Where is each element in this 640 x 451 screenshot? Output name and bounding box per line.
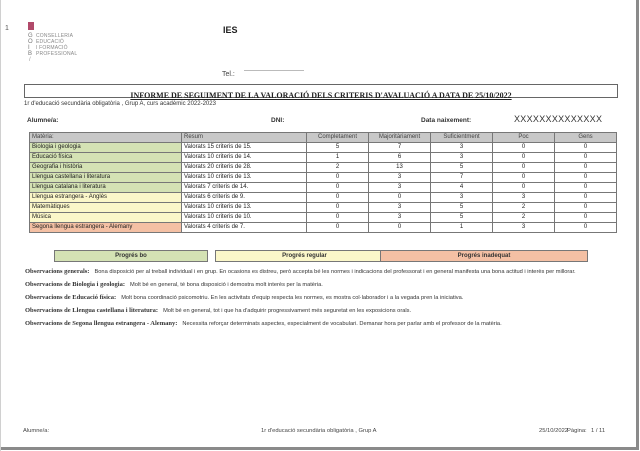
subject-cell: Llengua castellana i literatura [30,173,182,183]
mostly-cell: 3 [369,173,431,183]
completely-cell: 2 [307,163,369,173]
mostly-cell: 6 [369,153,431,163]
header-mostly: Majoritàriament [369,133,431,143]
page-edge [0,0,1,451]
mostly-cell: 3 [369,203,431,213]
header-subject: Matèria: [30,133,182,143]
course-info: 1r d'educació secundària obligatòria , Grup A, curs acadèmic 2022-2023 [24,101,216,107]
summary-cell: Valorats 6 criteris de 9. [182,193,307,203]
none-cell: 0 [555,193,617,203]
legend-good-progress: Progrés bo [54,250,208,262]
subject-cell: Geografia i història [30,163,182,173]
report-title-box [24,84,618,98]
footer-page-label: Pàgina: [567,428,587,434]
table-row [30,153,617,163]
sufficiently-cell: 5 [431,163,493,173]
report-title: INFORME DE SEGUIMENT DE LA VALORACIÓ DELS CRITERIS D'AVALUACIÓ A DATA DE 25/10/2022 [130,91,512,100]
summary-cell: Valorats 20 criteris de 28. [182,163,307,173]
summary-cell: Valorats 4 criteris de 7. [182,223,307,233]
mostly-cell: 3 [369,183,431,193]
completely-cell: 1 [307,153,369,163]
observation-biology: Observacions de Biologia i geologia: Molt bé en general, té bona disposició i demostra molt interès per la matèria. [25,281,323,288]
observation-german: Observacions de Segona llengua estrangera - Alemany: Necessita reforçar determinats aspectes, especialment de vocabulari. Demanar hora per parlar amb el professor de la matèria. [25,320,502,327]
table-row [30,143,617,153]
completely-cell: 0 [307,193,369,203]
little-cell: 0 [493,153,555,163]
none-cell: 0 [555,153,617,163]
observation-general: Observacions generals: Bona disposició per al treball individual i en grup. En ocasions es distreu, però accepta bé les normes i indicacions del professorat i en general manifesta una bona actitud i interès per millorar. [25,268,576,275]
sufficiently-cell: 1 [431,223,493,233]
sufficiently-cell: 5 [431,203,493,213]
logo-emblem-icon [28,22,34,30]
header-summary: Resum [182,133,307,143]
table-row [30,203,617,213]
birth-date-label: Data naixement: [421,117,472,124]
subject-cell: Biologia i geologia [30,143,182,153]
table-row [30,173,617,183]
legend-inadequate-progress: Progrés inadequat [380,250,588,262]
subject-cell: Llengua catalana i literatura [30,183,182,193]
mostly-cell: 0 [369,223,431,233]
completely-cell: 0 [307,173,369,183]
dni-label: DNI: [271,117,285,124]
summary-cell: Valorats 15 criteris de 15. [182,143,307,153]
page-marker: 1 [5,25,9,32]
little-cell: 0 [493,173,555,183]
sufficiently-cell: 3 [431,143,493,153]
footer-page-number: 1 / 11 [591,428,606,434]
sufficiently-cell: 7 [431,173,493,183]
subject-cell: Llengua estrangera - Anglès [30,193,182,203]
mostly-cell: 13 [369,163,431,173]
subject-cell: Matemàtiques [30,203,182,213]
tel-underline [244,70,304,71]
none-cell: 0 [555,163,617,173]
table-row [30,183,617,193]
none-cell: 0 [555,213,617,223]
sufficiently-cell: 3 [431,153,493,163]
none-cell: 0 [555,143,617,153]
completely-cell: 0 [307,203,369,213]
header-sufficiently: Suficientment [431,133,493,143]
summary-cell: Valorats 10 criteris de 13. [182,203,307,213]
table-row [30,213,617,223]
header-completely: Completament [307,133,369,143]
table-row [30,193,617,203]
none-cell: 0 [555,183,617,193]
completely-cell: 0 [307,183,369,193]
footer-date: 25/10/2022 [539,428,569,434]
mostly-cell: 3 [369,213,431,223]
little-cell: 2 [493,213,555,223]
table-row [30,163,617,173]
none-cell: 0 [555,173,617,183]
sufficiently-cell: 5 [431,213,493,223]
criteria-table [29,132,617,233]
school-name: IES [223,25,238,35]
summary-cell: Valorats 10 criteris de 13. [182,173,307,183]
legend-regular-progress: Progrés regular [215,250,394,262]
little-cell: 2 [493,203,555,213]
table-header-row [30,133,617,143]
sufficiently-cell: 3 [431,193,493,203]
student-name-label: Alumne/a: [27,117,59,124]
mostly-cell: 0 [369,193,431,203]
subject-cell: Educació física [30,153,182,163]
subject-cell: Música [30,213,182,223]
summary-cell: Valorats 10 criteris de 10. [182,213,307,223]
summary-cell: Valorats 10 criteris de 14. [182,153,307,163]
observation-spanish: Observacions de Llengua castellana i literatura: Molt bé en general, tot i que ha d'adquirir progressivament més seguretat en les exposicions orals. [25,307,412,314]
completely-cell: 0 [307,223,369,233]
little-cell: 0 [493,183,555,193]
little-cell: 3 [493,193,555,203]
completely-cell: 0 [307,213,369,223]
none-cell: 0 [555,223,617,233]
subject-cell: Segona llengua estrangera - Alemany [30,223,182,233]
none-cell: 0 [555,203,617,213]
govern-logo: G CONSELLERIA O EDUCACIÓ I I FORMACIÓ B PROFESSIONAL / [28,22,108,63]
little-cell: 3 [493,223,555,233]
table-row [30,223,617,233]
sufficiently-cell: 4 [431,183,493,193]
mostly-cell: 7 [369,143,431,153]
header-little: Poc [493,133,555,143]
observation-physical-education: Observacions de Educació física: Molt bona coordinació psicomotriu. En les activitats d'equip respecta les normes, es mostra col·laborador i a la vegada pren la iniciativa. [25,294,464,301]
little-cell: 0 [493,143,555,153]
header-none: Gens [555,133,617,143]
birth-date-value: XXXXXXXXXXXXXX [514,114,603,124]
footer-group: 1r d'educació secundària obligatòria , Grup A [261,428,377,434]
footer-student-label: Alumne/a: [23,428,50,434]
little-cell: 0 [493,163,555,173]
tel-label: Tel.: [222,71,235,78]
summary-cell: Valorats 7 criteris de 14. [182,183,307,193]
completely-cell: 5 [307,143,369,153]
